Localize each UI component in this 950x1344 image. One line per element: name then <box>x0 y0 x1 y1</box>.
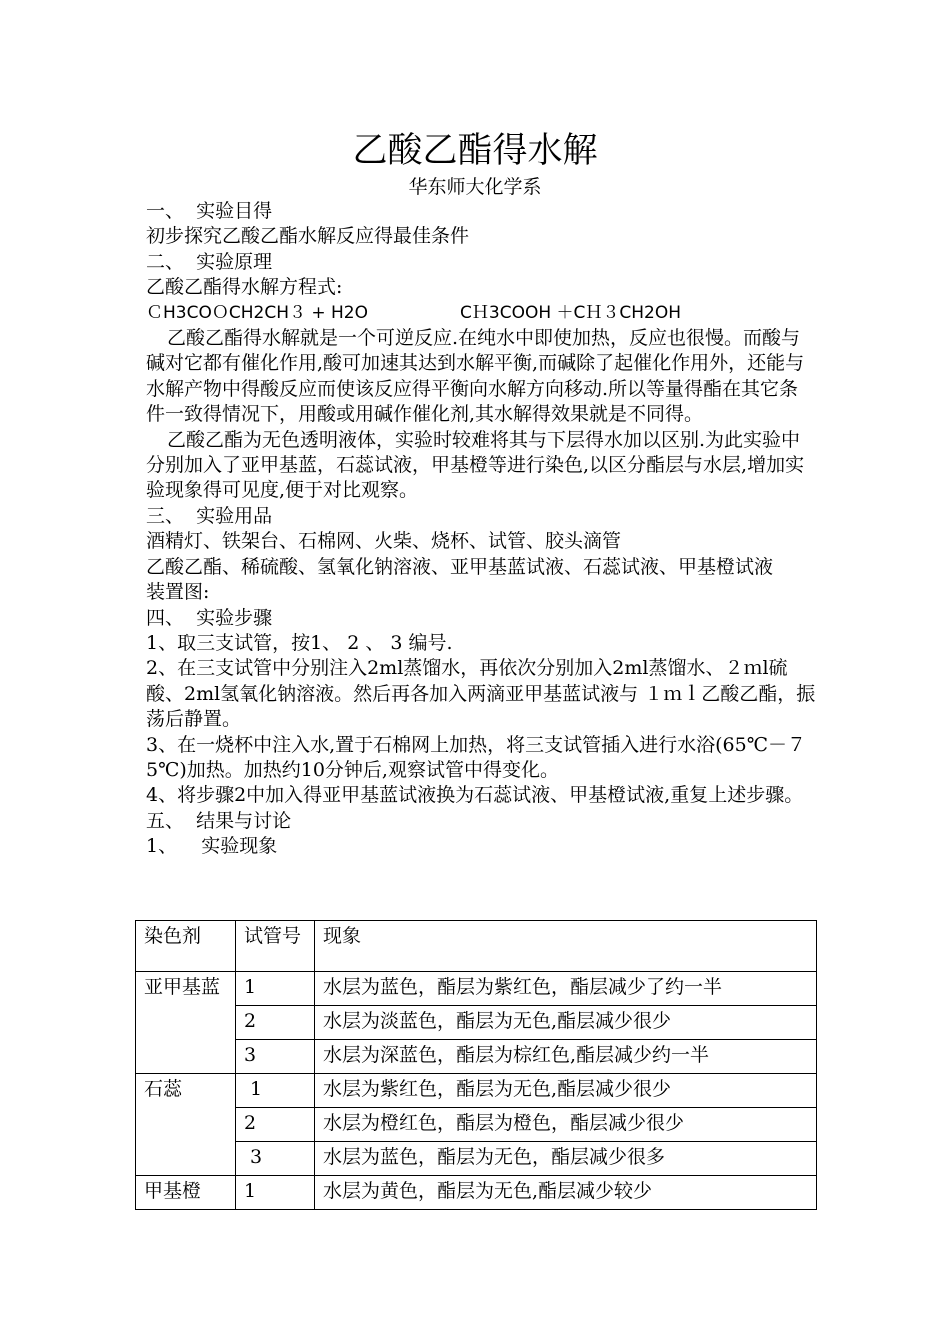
observation-cell: 水层为紫红色，酯层为无色,酯层减少很少 <box>315 1074 817 1108</box>
equation-reactants: ＣH3COＯCH2CH３ + H2O <box>146 302 369 323</box>
observation-cell: 水层为蓝色，酯层为紫红色，酯层减少了约一半 <box>315 972 817 1006</box>
purpose-text: 初步探究乙酸乙酯水解反应得最佳条件 <box>146 225 470 248</box>
dye-cell: 亚甲基蓝 <box>136 972 236 1074</box>
section-heading-materials: 三、 实验用品 <box>146 504 273 527</box>
tube-cell: 2 <box>236 1108 315 1142</box>
table-row <box>136 1142 817 1176</box>
procedure-step-3: 3、在一烧杯中注入水,置于石棉网上加热，将三支试管插入进行水浴(65℃－７5℃)加热。加热约10分钟后,观察试管中得变化。 <box>146 733 806 781</box>
header-tube-number: 试管号 <box>236 921 315 972</box>
table-row <box>136 1176 817 1210</box>
observation-cell: 水层为深蓝色，酯层为棕红色,酯层减少约一半 <box>315 1040 817 1074</box>
observation-cell: 水层为淡蓝色，酯层为无色,酯层减少很少 <box>315 1006 817 1040</box>
header-observation: 现象 <box>315 921 817 972</box>
equation-products: CＨ3COOH ＋CＨ３CH2OH <box>460 302 682 323</box>
tube-cell: 1 <box>236 1074 315 1108</box>
table-row <box>136 972 817 1006</box>
document-subtitle: 华东师大化学系 <box>408 176 542 198</box>
document-title: 乙酸乙酯得水解 <box>352 131 598 171</box>
header-dye: 染色剂 <box>136 921 236 972</box>
materials-reagents: 乙酸乙酯、稀硫酸、氢氧化钠溶液、亚甲基蓝试液、石蕊试液、甲基橙试液 <box>146 555 774 578</box>
observation-cell: 水层为橙红色，酯层为橙色，酯层减少很少 <box>315 1108 817 1142</box>
tube-cell: 2 <box>236 1006 315 1040</box>
principle-paragraph-1: 乙酸乙酯得水解就是一个可逆反应.在纯水中即使加热，反应也很慢。而酸与碱对它都有催化作用,酸可加速其达到水解平衡,而碱除了起催化作用外，还能与水解产物中得酸反应而使该反应得平衡向水解方向移动.所以等量得酯在其它条件一致得情况下，用酸或用碱作催化剂,其水解得效果就是不同得。 <box>146 327 805 426</box>
principle-paragraph-2: 乙酸乙酯为无色透明液体，实验时较难将其与下层得水加以区别.为此实验中分别加入了亚甲基蓝，石蕊试液，甲基橙等进行染色,以区分酯层与水层,增加实验现象得可见度,便于对比观察。 <box>146 428 805 502</box>
table-row <box>136 1006 817 1040</box>
procedure-step-4: 4、将步骤2中加入得亚甲基蓝试液换为石蕊试液、甲基橙试液,重复上述步骤。 <box>146 784 804 807</box>
table-row <box>136 1074 817 1108</box>
apparatus-diagram-label: 装置图: <box>146 581 210 604</box>
tube-cell: 3 <box>236 1142 315 1176</box>
results-table <box>135 920 817 1210</box>
results-subheading: 1、 实验现象 <box>146 835 278 858</box>
materials-equipment: 酒精灯、铁架台、石棉网、火柴、烧杯、试管、胶头滴管 <box>146 530 622 553</box>
dye-cell: 石蕊 <box>136 1074 236 1176</box>
observation-cell: 水层为黄色，酯层为无色,酯层减少较少 <box>315 1176 817 1210</box>
document-body <box>146 199 816 860</box>
tube-cell: 1 <box>236 1176 315 1210</box>
section-heading-principle: 二、 实验原理 <box>146 250 273 273</box>
tube-cell: 1 <box>236 972 315 1006</box>
equation-label: 乙酸乙酯得水解方程式: <box>146 276 343 299</box>
section-heading-purpose: 一、 实验目得 <box>146 200 273 222</box>
procedure-step-2: 2、在三支试管中分别注入2ml蒸馏水，再依次分别加入2ml蒸馏水、２ｍl硫酸、2ml氢氧化钠溶液。然后再各加入两滴亚甲基蓝试液与 １ｍｌ乙酸乙酯，振荡后静置。 <box>146 657 816 731</box>
table-header-row <box>136 921 817 972</box>
tube-cell: 3 <box>236 1040 315 1074</box>
observation-cell: 水层为蓝色，酯层为无色，酯层减少很多 <box>315 1142 817 1176</box>
section-heading-procedure: 四、 实验步骤 <box>146 606 273 629</box>
reaction-equation <box>146 301 816 326</box>
table-row <box>136 1040 817 1074</box>
dye-cell: 甲基橙 <box>136 1176 236 1210</box>
section-heading-results: 五、 结果与讨论 <box>146 809 292 832</box>
procedure-step-1: 1、取三支试管，按1、 2 、 3 编号. <box>146 631 453 654</box>
table-row <box>136 1108 817 1142</box>
